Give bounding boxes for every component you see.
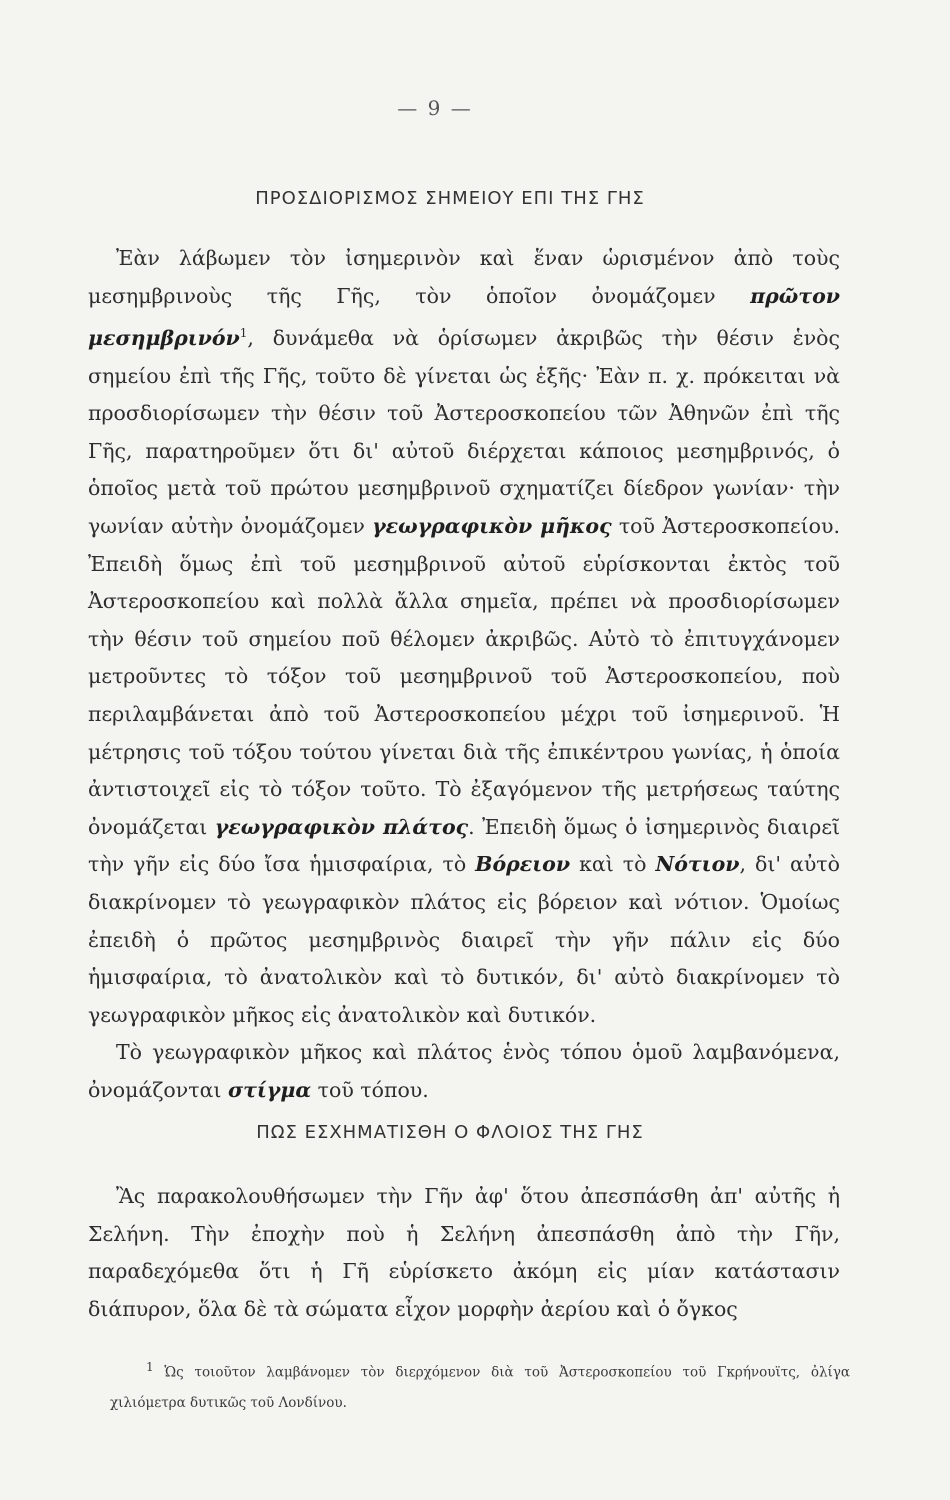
term-longitude: γεωγραφικὸν μῆκος	[372, 513, 612, 538]
paragraph-2-text-2: τοῦ τόπου.	[311, 1077, 429, 1102]
paragraph-1-text-2: , δυνάμεθα νὰ ὁρίσωμεν ἀκριβῶς τὴν θέσιν ἑνὸς σημείου ἐπὶ τῆς Γῆς, τοῦτο δὲ γίνεται ὡς ἑξῆς· Ἐὰν π. χ. πρόκειται νὰ προσδιορίσωμεν τὴν θέσιν τοῦ Ἀστεροσκοπείου τῶν Ἀθηνῶν ἐπὶ τῆς Γῆς, παρατηροῦμεν ὅτι δι' αὐτοῦ διέρχεται κάποιος μεσημβρινός, ὁ ὁποῖος μετὰ τοῦ πρώτου μεσημβρινοῦ σχηματίζει δίεδρον γωνίαν· τὴν γωνίαν αὐτὴν ὀνομάζομεν	[88, 326, 840, 538]
term-stigma: στίγμα	[227, 1077, 312, 1102]
paragraph-2-text-1: Τὸ γεωγραφικὸν μῆκος καὶ πλάτος ἑνὸς τόπου ὁμοῦ λαμβανόμενα, ὀνομάζονται	[88, 1040, 840, 1102]
paragraph-1-text-6: , δι' αὐτὸ διακρίνομεν τὸ γεωγραφικὸν πλάτος εἰς βόρειον καὶ νότιον. Ὁμοίως ἐπειδὴ ὁ πρῶτος μεσημβρινὸς διαιρεῖ τὴν γῆν πάλιν εἰς δύο ἡμισφαίρια, τὸ ἀνατολικὸν καὶ τὸ δυτικόν, δι' αὐτὸ διακρίνομεν τὸ γεωγραφικὸν μῆκος εἰς ἀνατολικὸν καὶ δυτικόν.	[88, 852, 840, 1027]
paragraph-1-text-1: Ἐὰν λάβωμεν τὸν ἰσημερινὸν καὶ ἕναν ὡρισμένον ἀπὸ τοὺς μεσημβρινοὺς τῆς Γῆς, τὸν ὁποῖον ὀνομάζομεν	[88, 246, 840, 308]
page-number: — 9 —	[397, 96, 473, 120]
paragraph-1	[88, 240, 840, 1034]
footnote-mark: 1	[146, 1360, 154, 1374]
footnote	[110, 1352, 850, 1418]
paragraph-3: Ἂς παρακολουθήσωμεν τὴν Γῆν ἀφ' ὅτου ἀπεσπάσθη ἀπ' αὐτῆς ἡ Σελήνη. Τὴν ἐποχὴν ποὺ ἡ Σελήνη ἀπεσπάσθη ἀπὸ τὴν Γῆν, παραδεχόμεθα ὅτι ἡ Γῆ εὑρίσκετο ἀκόμη εἰς μίαν κατάστασιν διάπυρον, ὅλα δὲ τὰ σώματα εἶχον μορφὴν ἀερίου καὶ ὁ ὄγκος	[88, 1184, 840, 1321]
footnote-text: Ὡς τοιοῦτον λαμβάνομεν τὸν διερχόμενον διὰ τοῦ Ἀστεροσκοπείου τοῦ Γκρήνουϊτς, ὀλίγα χιλιόμετρα δυτικῶς τοῦ Λονδίνου.	[110, 1364, 851, 1411]
paragraph-2	[88, 1034, 840, 1109]
paragraph-1-text-3: τοῦ Ἀστεροσκοπείου. Ἐπειδὴ ὅμως ἐπὶ τοῦ μεσημβρινοῦ αὐτοῦ εὑρίσκονται ἐκτὸς τοῦ Ἀστεροσκοπείου καὶ πολλὰ ἄλλα σημεῖα, πρέπει νὰ προσδιορίσωμεν τὴν θέσιν τοῦ σημείου ποῦ θέλομεν ἀκριβῶς. Αὐτὸ τὸ ἐπιτυγχάνομεν μετροῦντες τὸ τόξον τοῦ μεσημβρινοῦ τοῦ Ἀστεροσκοπείου, ποὺ περιλαμβάνεται ἀπὸ τοῦ Ἀστεροσκοπείου μέχρι τοῦ ἰσημερινοῦ. Ἡ μέτρησις τοῦ τόξου τούτου γίνεται διὰ τῆς ἐπικέντρου γωνίας, ἡ ὁποία ἀντιστοιχεῖ εἰς τὸ τόξον τοῦτο. Τὸ ἐξαγόμενον τῆς μετρήσεως ταύτης ὀνομάζεται	[88, 513, 840, 839]
section-body-2	[88, 1178, 840, 1328]
term-first-meridian: πρῶτον μεσημβρινόν	[88, 283, 840, 351]
term-southern: Νότιον	[655, 852, 740, 877]
term-latitude: γεωγραφικὸν πλάτος	[214, 814, 469, 839]
section-title-1: ΠΡΟΣΔΙΟΡΙΣΜΟΣ ΣΗΜΕΙΟΥ ΕΠΙ ΤΗΣ ΓΗΣ	[255, 188, 645, 209]
term-northern: Βόρειον	[475, 852, 571, 877]
section-body-1	[88, 240, 840, 1109]
paragraph-1-text-4: . Ἐπειδὴ ὅμως ὁ ἰσημερινὸς διαιρεῖ τὴν γῆν εἰς δύο ἴσα ἡμισφαίρια, τὸ	[88, 814, 840, 877]
footnote-marker: 1	[239, 326, 248, 341]
section-title-2: ΠΩΣ ΕΣΧΗΜΑΤΙΣΘΗ Ο ΦΛΟΙΟΣ ΤΗΣ ΓΗΣ	[256, 1122, 644, 1143]
paragraph-1-text-5: καὶ τὸ	[570, 852, 656, 877]
